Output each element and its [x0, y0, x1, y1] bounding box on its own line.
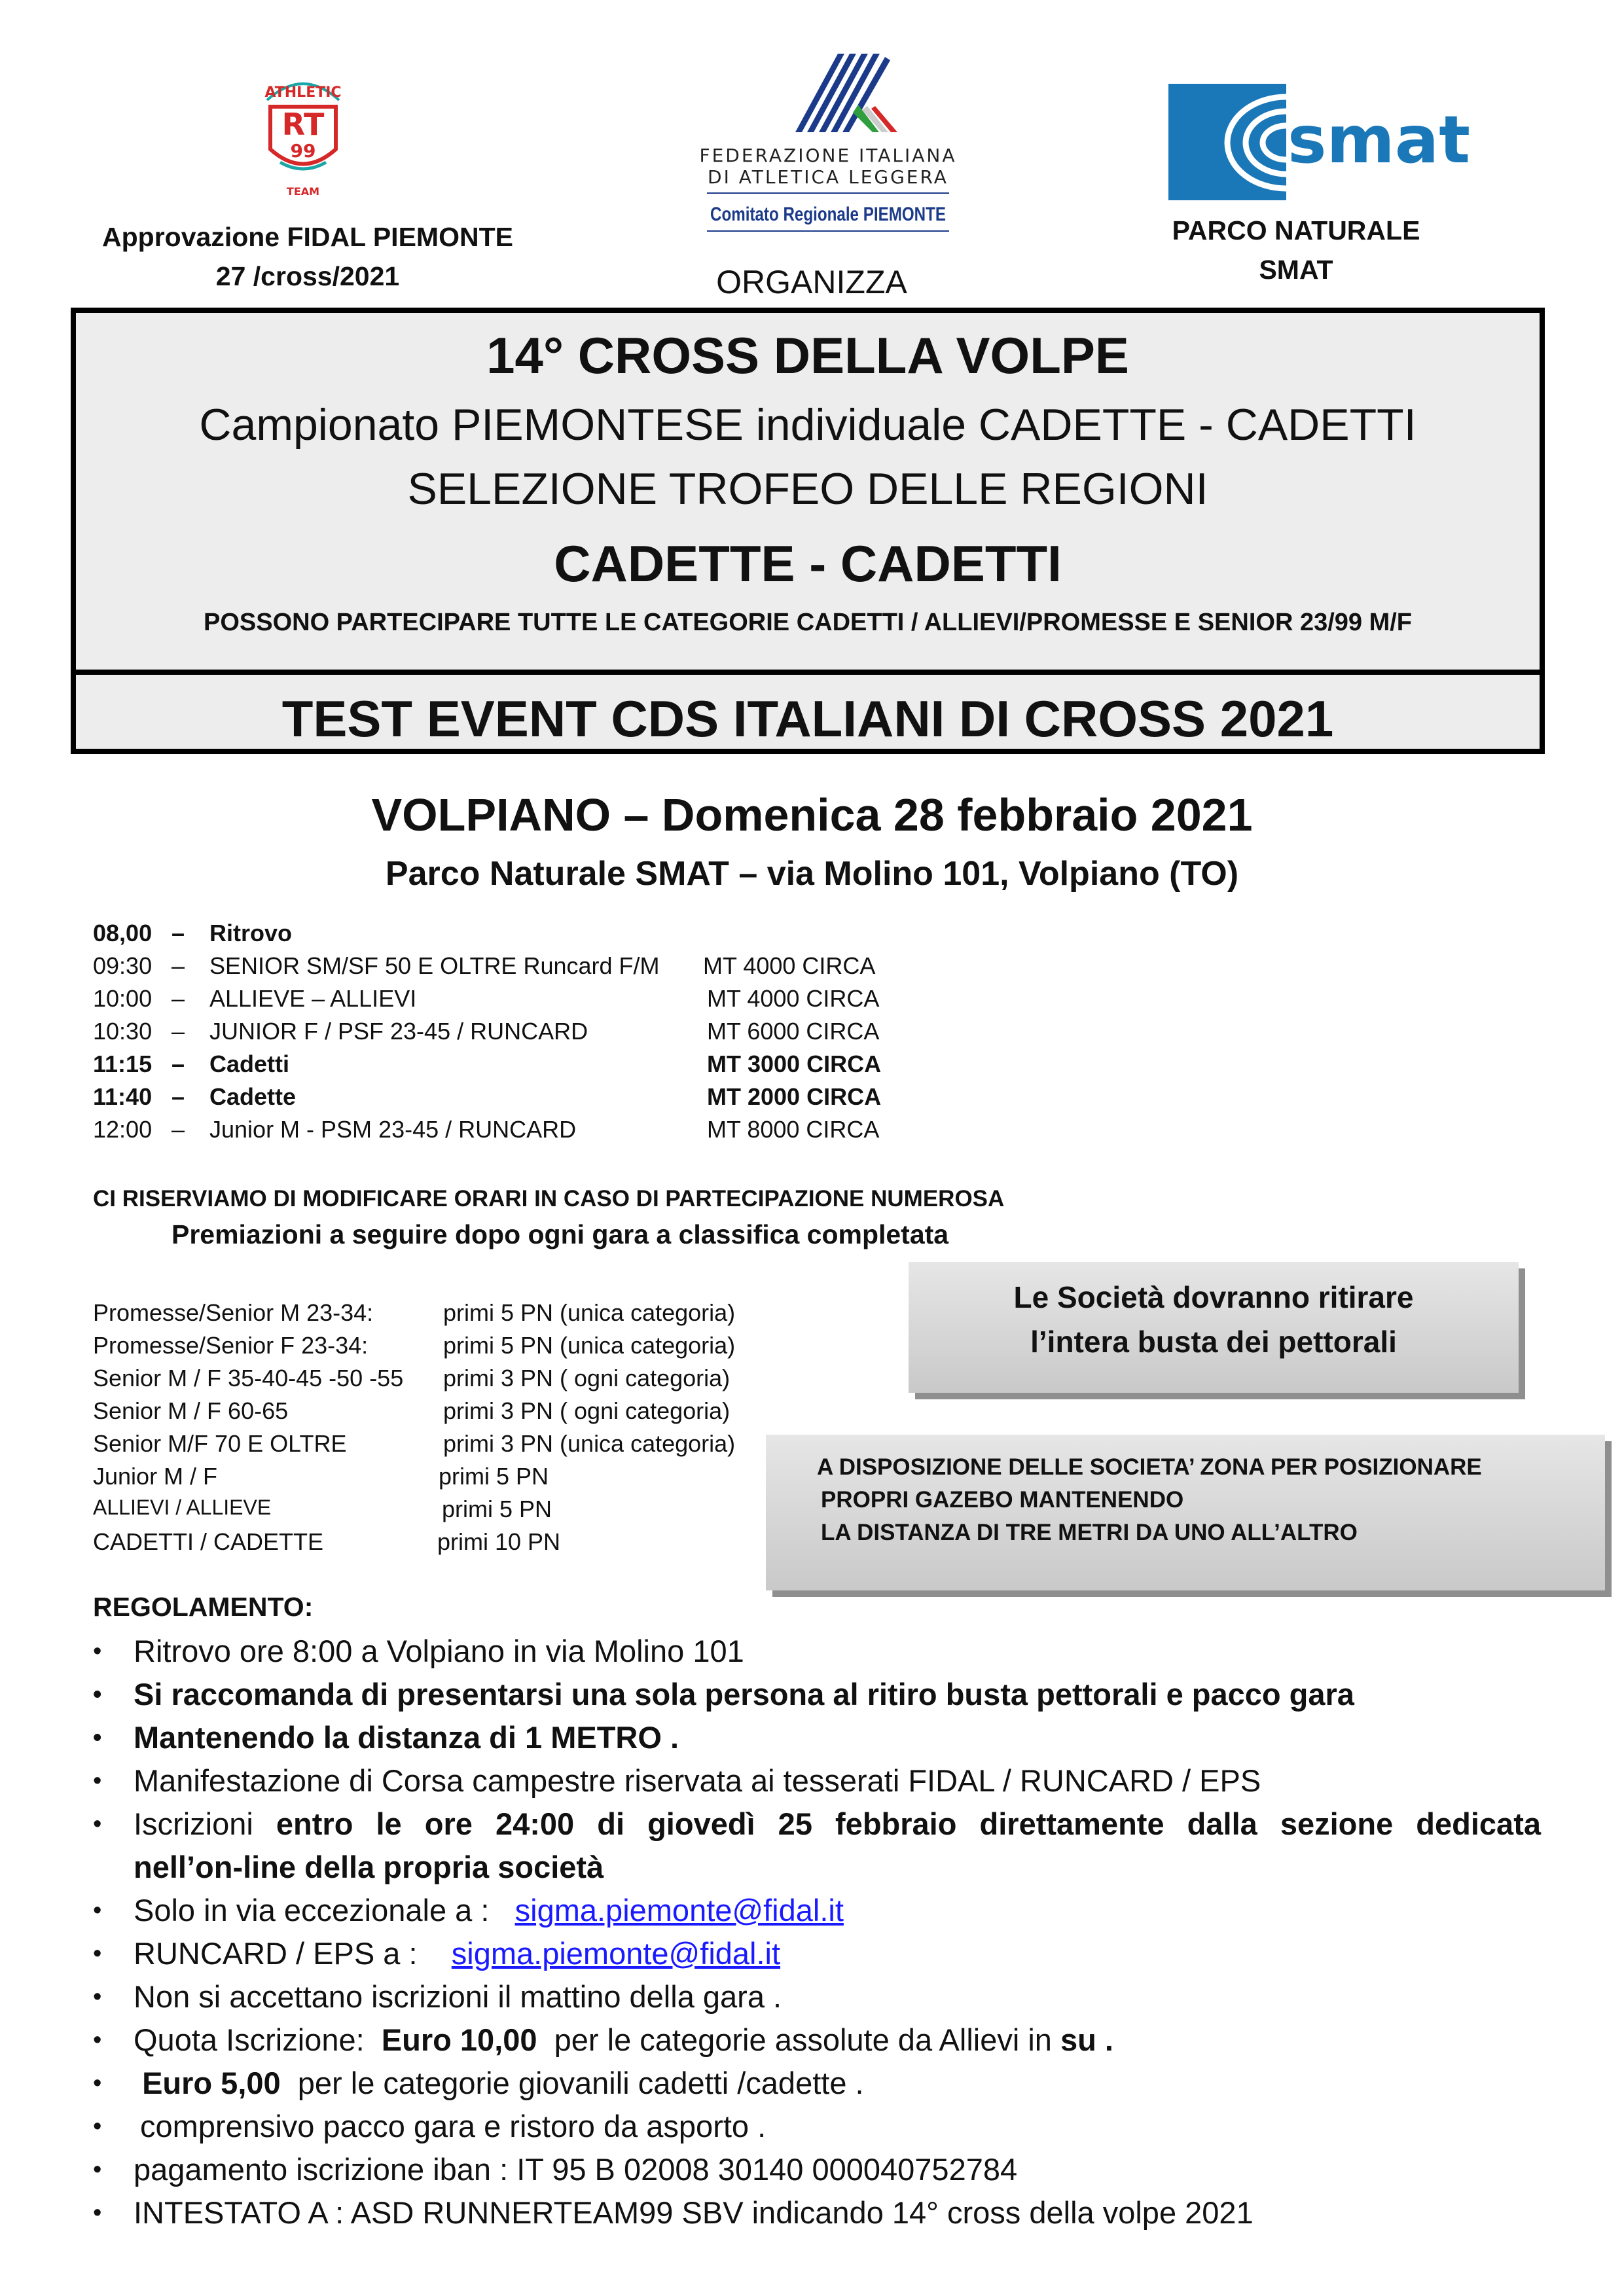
venue: Parco Naturale SMAT – via Molino 101, Volpiano (TO)	[385, 855, 1239, 893]
bullet-icon: •	[93, 1724, 102, 1751]
bullet-icon: •	[93, 2070, 102, 2097]
rt99-logo-number: 99	[290, 140, 316, 162]
prize-category: Senior M / F 60-65	[93, 1397, 289, 1424]
schedule-time: 10:00	[93, 985, 153, 1012]
schedule-change-notice: CI RISERVIAMO DI MODIFICARE ORARI IN CASO DI PARTECIPAZIONE NUMEROSA	[93, 1186, 1005, 1211]
bullet-icon: •	[93, 2156, 102, 2183]
schedule-distance: MT 6000 CIRCA	[707, 1018, 880, 1045]
schedule-time: 10:30	[93, 1018, 153, 1045]
fidal-line1: FEDERAZIONE ITALIANA	[699, 145, 957, 166]
rule-text-bold: Euro 10,00	[381, 2022, 537, 2057]
bullet-icon: •	[93, 1810, 102, 1838]
prize-row	[93, 1299, 813, 1332]
schedule-event: Ritrovo	[209, 920, 292, 946]
schedule-dash: –	[171, 1050, 185, 1077]
fidal-approval	[85, 217, 530, 296]
bullet-icon: •	[93, 1767, 102, 1795]
rule-text	[134, 1932, 1541, 1975]
gazebo-callout	[766, 1435, 1605, 1590]
schedule-time: 11:40	[93, 1083, 153, 1110]
rule-text: Ritrovo ore 8:00 a Volpiano in via Molino 101	[134, 1634, 744, 1668]
prize-value: primi 10 PN	[437, 1528, 561, 1555]
rule-text-plain: Iscrizioni	[134, 1806, 253, 1841]
email-link[interactable]: sigma.piemonte@fidal.it	[514, 1893, 844, 1928]
prize-value: primi 3 PN ( ogni categoria)	[443, 1397, 731, 1424]
schedule-row	[93, 920, 1009, 952]
championship-subtitle: Campionato PIEMONTESE individuale CADETTE - CADETTI	[199, 400, 1416, 450]
prize-value: primi 3 PN ( ogni categoria)	[443, 1365, 731, 1391]
parco-line1: PARCO NATURALE	[1172, 215, 1420, 245]
schedule-time: 11:15	[93, 1050, 153, 1077]
schedule-distance: MT 3000 CIRCA	[707, 1050, 882, 1077]
rule-text-plain: RUNCARD / EPS a :	[134, 1936, 418, 1971]
rule-text	[134, 2062, 1541, 2105]
prize-category: Junior M / F	[93, 1463, 218, 1490]
prize-value: primi 5 PN	[439, 1463, 549, 1490]
rule-text-plain: per le categorie assolute da Allievi in	[554, 2022, 1052, 2057]
rule-text: Non si accettano iscrizioni il mattino della gara .	[134, 1979, 782, 2014]
fidal-stripes-icon	[795, 54, 897, 132]
rule-item	[93, 1803, 1543, 1889]
participation-note: POSSONO PARTECIPARE TUTTE LE CATEGORIE CADETTI / ALLIEVI/PROMESSE E SENIOR 23/99 M/F	[203, 609, 1413, 636]
categories-title: CADETTE - CADETTI	[554, 535, 1062, 592]
main-title: 14° CROSS DELLA VOLPE	[486, 327, 1129, 384]
prize-category: ALLIEVI / ALLIEVE	[93, 1496, 272, 1519]
schedule-event: Junior M - PSM 23-45 / RUNCARD	[209, 1116, 577, 1143]
schedule-distance: MT 8000 CIRCA	[707, 1116, 880, 1143]
rule-text-plain: per le categorie giovanili cadetti /cadette .	[297, 2066, 864, 2100]
prize-row	[93, 1430, 813, 1463]
prize-category: Senior M / F 35-40-45 -50 -55	[93, 1365, 404, 1391]
organizza-label: ORGANIZZA	[716, 264, 907, 300]
schedule-dash: –	[171, 1083, 185, 1110]
approval-line1: Approvazione FIDAL PIEMONTE	[102, 222, 513, 252]
title-box	[71, 308, 1545, 754]
bullet-icon: •	[93, 2113, 102, 2140]
rule-text-bold: su .	[1060, 2022, 1113, 2057]
bullet-icon: •	[93, 1897, 102, 1924]
gazebo-line1: A DISPOSIZIONE DELLE SOCIETA’ ZONA PER POSIZIONARE	[817, 1454, 1482, 1480]
rule-text-plain: Solo in via eccezionale a :	[134, 1893, 490, 1928]
schedule-row	[93, 985, 1009, 1018]
rule-text: Si raccomanda di presentarsi una sola persona al ritiro busta pettorali e pacco gara	[134, 1677, 1354, 1712]
prize-row	[93, 1528, 813, 1561]
test-event-title: TEST EVENT CDS ITALIANI DI CROSS 2021	[281, 690, 1334, 747]
bullet-icon: •	[93, 1940, 102, 1967]
rt99-logo-main-text: RT	[281, 107, 325, 142]
parco-line2: SMAT	[1259, 255, 1333, 285]
awards-note: Premiazioni a seguire dopo ogni gara a classifica completata	[171, 1219, 949, 1249]
schedule-time: 09:30	[93, 952, 153, 979]
prize-category: CADETTI / CADETTE	[93, 1528, 324, 1555]
envelope-callout-text	[909, 1275, 1519, 1364]
schedule-event: SENIOR SM/SF 50 E OLTRE Runcard F/M	[209, 952, 660, 979]
prize-value: primi 5 PN (unica categoria)	[443, 1332, 736, 1359]
schedule-row	[93, 952, 1009, 985]
place-date: VOLPIANO – Domenica 28 febbraio 2021	[371, 789, 1253, 840]
schedule-event: JUNIOR F / PSF 23-45 / RUNCARD	[209, 1018, 588, 1045]
schedule-distance: MT 4000 CIRCA	[707, 985, 880, 1012]
rule-text-plain: Quota Iscrizione:	[134, 2022, 365, 2057]
gazebo-line3: LA DISTANZA DI TRE METRI DA UNO ALL’ALTRO	[821, 1520, 1358, 1545]
rule-text-bold: entro le ore 24:00 di giovedì 25 febbraio direttamente dalla sezione dedicata	[276, 1806, 1541, 1841]
envelope-callout	[909, 1262, 1519, 1393]
prize-row	[93, 1332, 813, 1365]
rule-text: INTESTATO A : ASD RUNNERTEAM99 SBV indicando 14° cross della volpe 2021	[134, 2195, 1254, 2230]
schedule-dash: –	[171, 920, 185, 946]
bullet-icon: •	[93, 1638, 102, 1665]
email-link[interactable]: sigma.piemonte@fidal.it	[451, 1936, 781, 1971]
prize-category: Promesse/Senior M 23-34:	[93, 1299, 374, 1326]
schedule-row	[93, 1018, 1009, 1050]
prize-category: Promesse/Senior F 23-34:	[93, 1332, 369, 1359]
envelope-line2: l’intera busta dei pettorali	[1030, 1325, 1397, 1359]
prize-value: primi 3 PN (unica categoria)	[443, 1430, 736, 1457]
rt99-logo-bottom-text: TEAM	[286, 185, 320, 198]
schedule-dash: –	[171, 985, 185, 1012]
smat-logo	[1168, 84, 1471, 200]
bullet-icon: •	[93, 2199, 102, 2227]
schedule-event: Cadette	[209, 1083, 297, 1110]
rule-text: pagamento iscrizione iban : IT 95 B 02008 30140 000040752784	[134, 2152, 1018, 2187]
parco-smat-label	[1113, 211, 1479, 289]
schedule-distance: MT 4000 CIRCA	[703, 952, 876, 979]
schedule-dash: –	[171, 952, 185, 979]
prize-value: primi 5 PN	[442, 1496, 552, 1522]
smat-logo-text: smat	[1288, 101, 1471, 178]
rt99-athletic-team-logo	[254, 71, 352, 202]
schedule-time: 12:00	[93, 1116, 153, 1143]
rt99-logo-top-text: ATHLETIC	[264, 84, 342, 101]
schedule-event: Cadetti	[209, 1050, 290, 1077]
schedule-dash: –	[171, 1018, 185, 1045]
rule-text-bold: Euro 5,00	[142, 2066, 281, 2100]
fidal-line2: DI ATLETICA LEGGERA	[708, 166, 948, 188]
schedule-dash: –	[171, 1116, 185, 1143]
schedule-row	[93, 1116, 1009, 1149]
selection-subtitle: SELEZIONE TROFEO DELLE REGIONI	[407, 464, 1208, 514]
gazebo-line2: PROPRI GAZEBO MANTENENDO	[821, 1487, 1184, 1513]
rule-text	[134, 2018, 1541, 2062]
prize-row	[93, 1463, 813, 1496]
bullet-icon: •	[93, 1681, 102, 1708]
schedule-distance: MT 2000 CIRCA	[707, 1083, 882, 1110]
bullet-icon: •	[93, 2026, 102, 2054]
rule-text	[134, 1889, 1541, 1932]
rule-text: comprensivo pacco gara e ristoro da asporto .	[140, 2109, 767, 2144]
prize-row	[93, 1397, 813, 1430]
prize-row	[93, 1496, 813, 1528]
fidal-federation-logo	[699, 54, 957, 237]
fidal-committee: Comitato Regionale PIEMONTE	[710, 204, 946, 225]
approval-line2: 27 /cross/2021	[215, 261, 400, 291]
prize-value: primi 5 PN (unica categoria)	[443, 1299, 736, 1326]
schedule-row	[93, 1050, 1009, 1083]
bullet-icon: •	[93, 1983, 102, 2011]
title-divider	[76, 670, 1540, 675]
envelope-line1: Le Società dovranno ritirare	[1013, 1280, 1414, 1314]
schedule-row	[93, 1083, 1009, 1116]
schedule-time: 08,00	[93, 920, 153, 946]
prize-category: Senior M/F 70 E OLTRE	[93, 1430, 347, 1457]
rule-text-line1	[134, 1803, 1541, 1846]
rule-text-line2: nell’on-line della propria società	[134, 1850, 604, 1884]
rule-text: Manifestazione di Corsa campestre riservata ai tesserati FIDAL / RUNCARD / EPS	[134, 1763, 1261, 1798]
schedule-event: ALLIEVE – ALLIEVI	[209, 985, 417, 1012]
regolamento-title: REGOLAMENTO:	[93, 1592, 314, 1622]
rule-text: Mantenendo la distanza di 1 METRO .	[134, 1720, 679, 1755]
prize-row	[93, 1365, 813, 1397]
